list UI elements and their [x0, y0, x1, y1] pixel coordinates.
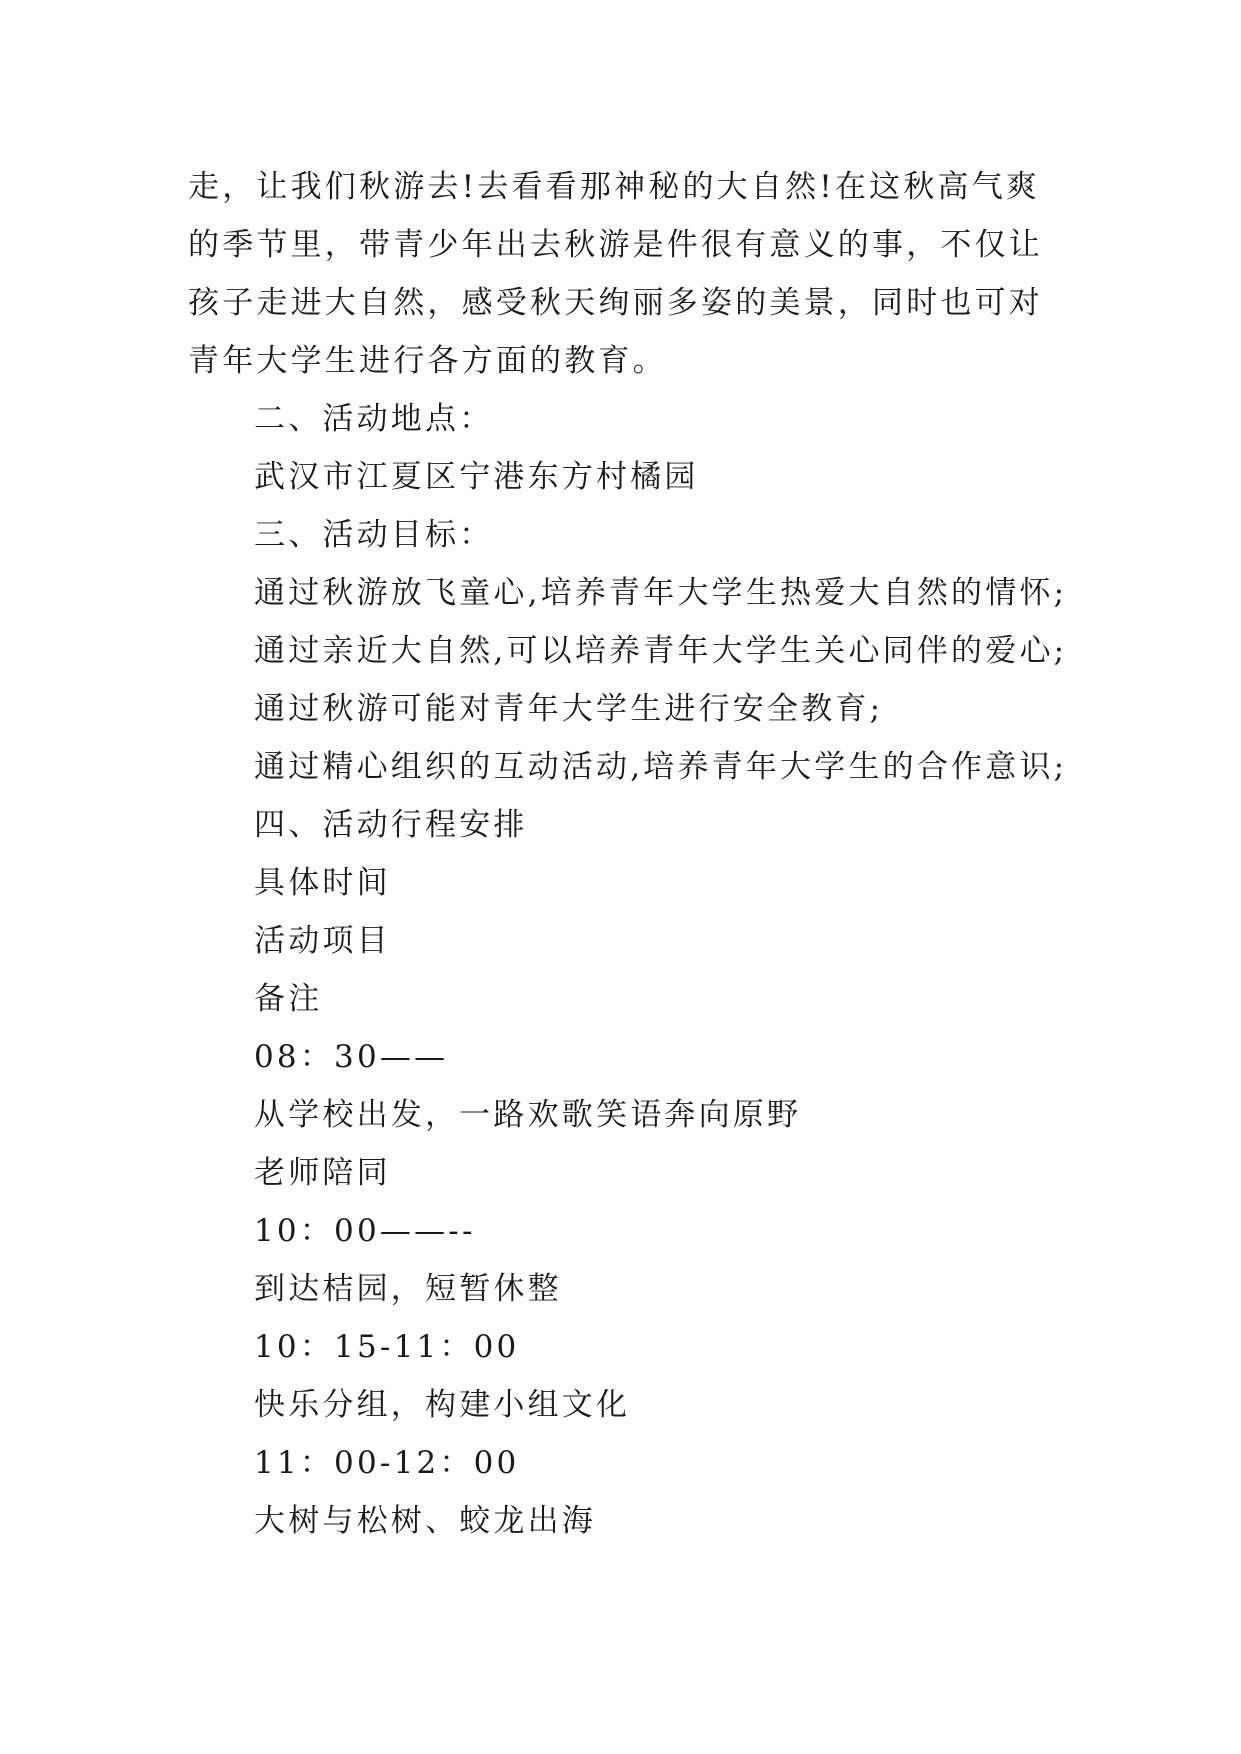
schedule-activity: 从学校出发，一路欢歌笑语奔向原野 [254, 1097, 802, 1133]
schedule-header-note: 备注 [254, 981, 323, 1017]
schedule-activity: 到达桔园，短暂休整 [254, 1271, 562, 1307]
goal-item: 通过精心组织的互动活动,培养青年大学生的合作意识; [254, 749, 1068, 785]
schedule-time: 11：00-12：00 [254, 1445, 520, 1481]
intro-paragraph: 走，让我们秋游去!去看看那神秘的大自然!在这秋高气爽的季节里，带青少年出去秋游是件很有意义的事，不仅让孩子走进大自然，感受秋天绚丽多姿的美景，同时也可对青年大学生进行各方面的教育。 [188, 169, 1043, 379]
section-heading-location: 二、活动地点： [254, 401, 494, 437]
schedule-header-activity: 活动项目 [254, 923, 391, 959]
goal-item: 通过秋游放飞童心,培养青年大学生热爱大自然的情怀; [254, 575, 1068, 611]
section-heading-goals: 三、活动目标： [254, 517, 494, 553]
goal-item: 通过秋游可能对青年大学生进行安全教育; [254, 691, 884, 727]
schedule-time: 08：30—— [254, 1039, 449, 1075]
schedule-header-time: 具体时间 [254, 865, 391, 901]
section-heading-schedule: 四、活动行程安排 [254, 807, 528, 843]
schedule-activity: 快乐分组，构建小组文化 [254, 1387, 631, 1423]
schedule-time: 10：00——-- [254, 1213, 476, 1249]
schedule-activity: 大树与松树、蛟龙出海 [254, 1503, 596, 1539]
document-body [188, 158, 1068, 1550]
schedule-time: 10：15-11：00 [254, 1329, 520, 1365]
location-text: 武汉市江夏区宁港东方村橘园 [254, 459, 699, 495]
schedule-note: 老师陪同 [254, 1155, 391, 1191]
goal-item: 通过亲近大自然,可以培养青年大学生关心同伴的爱心; [254, 633, 1068, 669]
